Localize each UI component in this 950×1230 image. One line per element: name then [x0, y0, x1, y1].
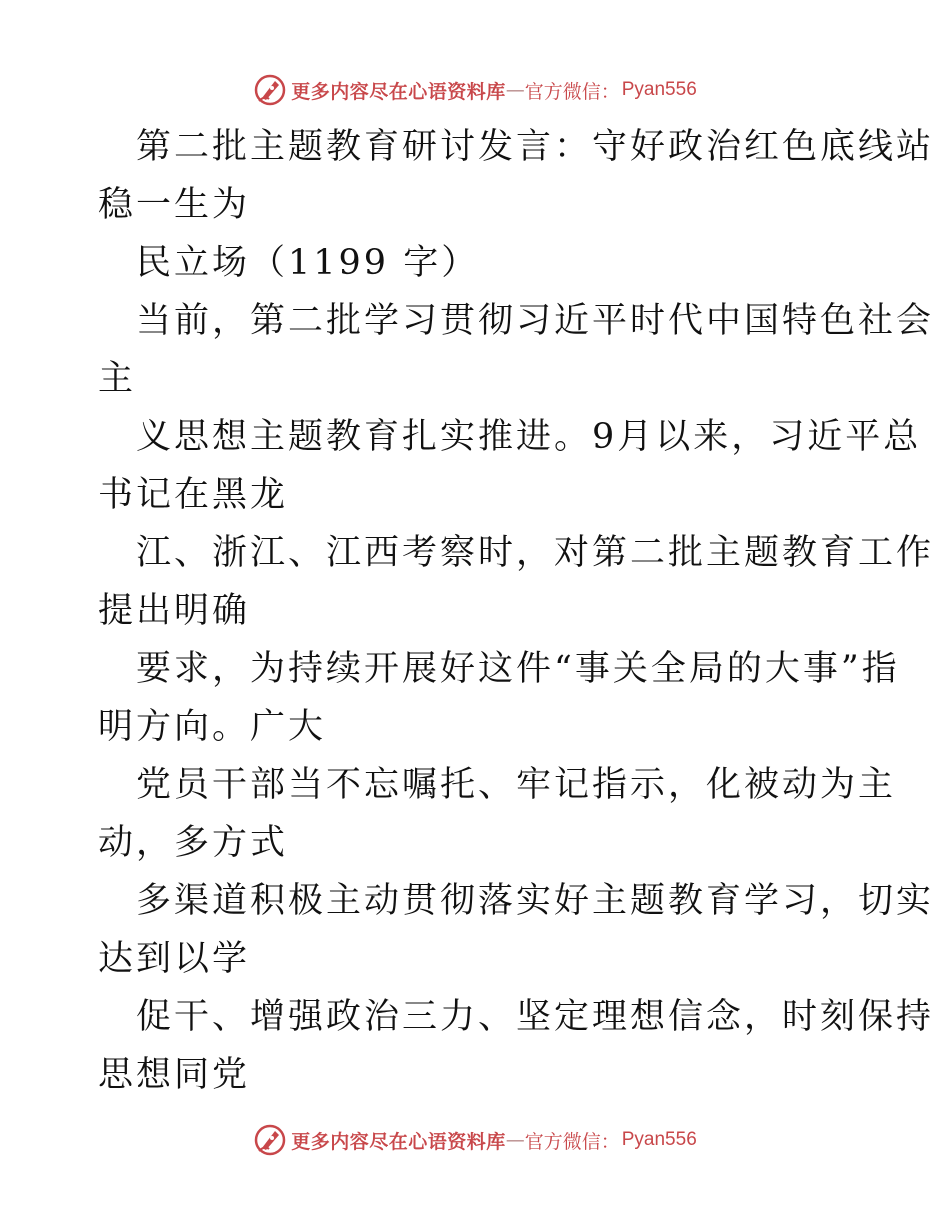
wechat-label: 官方微信：	[524, 1130, 620, 1153]
text-line: 义思想主题教育扎实推进。9月以来，习近平总	[136, 417, 922, 457]
text-line: 民立场（1199 字）	[136, 243, 480, 283]
text-line: 江、浙江、江西考察时，对第二批主题教育工作	[136, 533, 935, 573]
footer-banner	[0, 1120, 950, 1160]
text-line: 思想同党	[98, 1055, 251, 1095]
wechat-id: Pyan556	[621, 79, 697, 100]
document-body	[98, 118, 935, 1104]
text-line: 提出明确	[98, 591, 251, 631]
text-line: 达到以学	[98, 939, 251, 979]
text-line: 动，多方式	[98, 823, 289, 863]
banner-separator: —	[505, 1129, 525, 1151]
text-line: 要求，为持续开展好这件“事关全局的大事”指	[136, 649, 900, 689]
text-line: 明方向。广大	[98, 707, 327, 747]
text-line: 稳一生为	[98, 185, 251, 225]
text-line: 促干、增强政治三力、坚定理想信念，时刻保持	[136, 997, 935, 1037]
header-banner	[0, 70, 950, 110]
pen-nib-logo-icon	[253, 1123, 287, 1157]
text-line: 多渠道积极主动贯彻落实好主题教育学习，切实	[136, 881, 935, 921]
text-line: 党员干部当不忘嘱托、牢记指示，化被动为主	[136, 765, 897, 805]
text-line: 主	[98, 359, 137, 399]
brand-text: 更多内容尽在心语资料库	[291, 80, 506, 103]
wechat-label: 官方微信：	[524, 80, 620, 103]
text-line: 书记在黑龙	[98, 475, 289, 515]
text-line: 当前，第二批学习贯彻习近平时代中国特色社会	[136, 301, 935, 341]
text-line: 第二批主题教育研讨发言：守好政治红色底线站	[136, 127, 935, 167]
pen-nib-logo-icon	[253, 73, 287, 107]
banner-separator: —	[505, 79, 525, 101]
wechat-id: Pyan556	[621, 1129, 697, 1150]
brand-text: 更多内容尽在心语资料库	[291, 1130, 506, 1153]
